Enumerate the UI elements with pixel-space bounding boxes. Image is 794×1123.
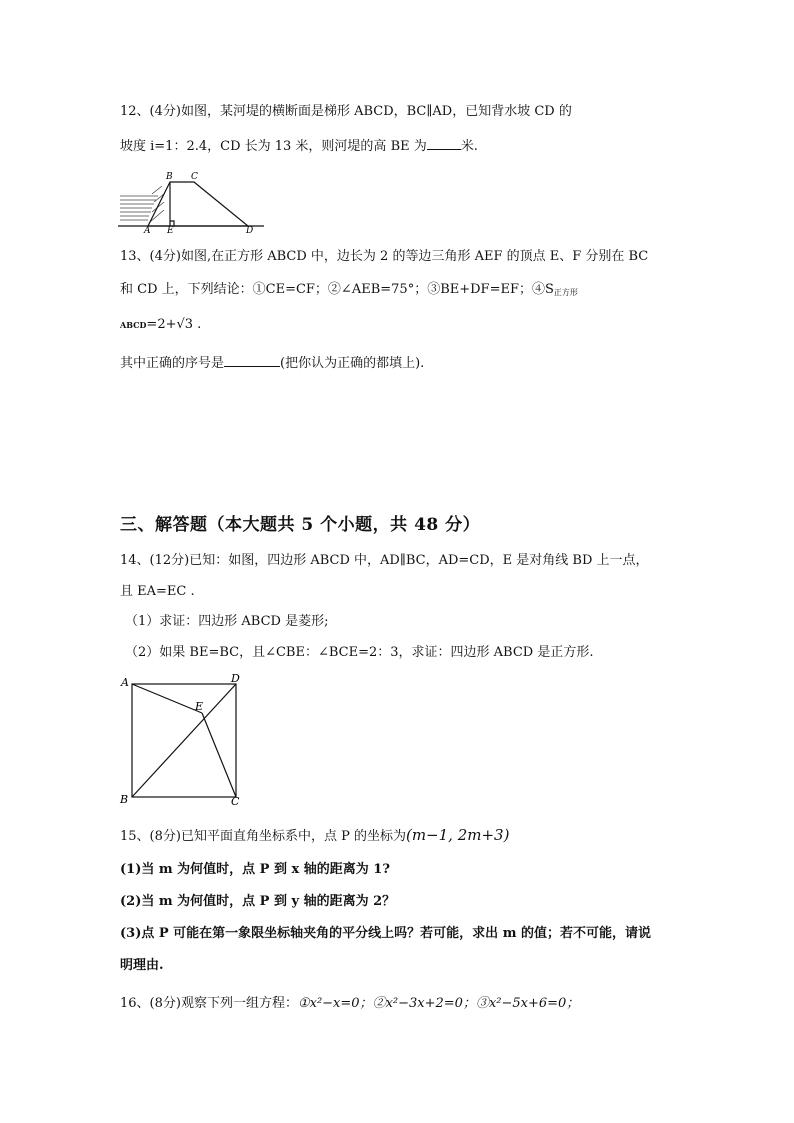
segment-ec [202, 713, 236, 797]
q15-coordinate: (m−1, 2m+3) [405, 826, 510, 844]
section-heading: 三、解答题（本大题共 5 个小题，共 48 分） [120, 515, 481, 535]
q13-line2-text: 和 CD 上，下列结论：①CE=CF；②∠AEB=75°；③BE+DF=EF；④S [120, 282, 554, 297]
square-abcd-figure [118, 670, 252, 808]
label-c: C [231, 795, 240, 808]
q13-line4 [120, 352, 424, 373]
answer-blank[interactable] [224, 352, 280, 367]
label-e: E [195, 700, 204, 713]
q14-part2: （2）如果 BE=BC，且∠CBE：∠BCE=2：3，求证：四边形 ABCD 是正方形. [125, 645, 594, 660]
q13-line4-end: (把你认为正确的都填上). [280, 356, 425, 371]
q15-line1-text: 15、(8分)已知平面直角坐标系中，点 P 的坐标为 [120, 829, 406, 844]
label-e: E [167, 226, 174, 234]
q14-part1: （1）求证：四边形 ABCD 是菱形; [125, 614, 329, 629]
q15-part3-line2: 明理由. [120, 958, 164, 973]
q16-line1-text: 16、(8分)观察下列一组方程： [120, 996, 298, 1011]
label-d: D [231, 672, 240, 685]
q13-area-value: =2+√3 . [146, 317, 202, 332]
q16-equation-2: ②x²−3x+2=0； [372, 996, 476, 1011]
segment-ea [132, 684, 202, 713]
q15-part2: (2)当 m 为何值时，点 P 到 y 轴的距离为 2？ [120, 894, 396, 909]
label-a: A [144, 226, 151, 234]
q15-part1: (1)当 m 为何值时，点 P 到 x 轴的距离为 1? [120, 862, 390, 877]
q16-line1 [120, 995, 579, 1013]
q13-line4-text: 其中正确的序号是 [120, 356, 225, 371]
q14-line2: 且 EA=EC . [120, 584, 195, 599]
trapezoid-embankment-figure [118, 168, 268, 234]
label-d: D [246, 226, 254, 234]
trapezoid-abcd [148, 182, 248, 226]
q16-equation-3: ③x²−5x+6=0； [475, 996, 580, 1011]
q16-equation-1: ①x²−x=0； [297, 996, 373, 1011]
diagonal-bd [132, 684, 236, 797]
label-b: B [120, 793, 129, 806]
q13-line2-subscript: 正方形 [553, 288, 578, 297]
q13-line3 [120, 316, 201, 334]
q14-line1: 14、(12分)已知：如图，四边形 ABCD 中，AD∥BC，AD=CD，E 是对角线 BD 上一点， [120, 553, 649, 568]
q13-line1: 13、(4分)如图,在正方形 ABCD 中，边长为 2 的等边三角形 AEF 的顶点 E、F 分别在 BC [120, 249, 649, 264]
q12-line2-end: 米. [460, 139, 478, 154]
q15-line1 [120, 826, 509, 846]
label-b: B [166, 172, 173, 182]
answer-blank[interactable] [427, 135, 461, 150]
q12-line1: 12、(4分)如图，某河堤的横断面是梯形 ABCD，BC∥AD，已知背水坡 CD 的 [120, 104, 572, 119]
water-hatching [120, 186, 164, 222]
label-c: C [191, 172, 198, 182]
label-a: A [121, 676, 129, 689]
q13-line2 [120, 281, 578, 302]
q13-abcd-prefix: ABCD [120, 320, 147, 330]
q12-line2 [120, 135, 478, 156]
q15-part3-line1: (3)点 P 可能在第一象限坐标轴夹角的平分线上吗？若可能，求出 m 的值；若不可能，请说 [120, 926, 651, 941]
q12-line2-text: 坡度 i=1：2.4，CD 长为 13 米，则河堤的高 BE 为 [120, 139, 427, 154]
